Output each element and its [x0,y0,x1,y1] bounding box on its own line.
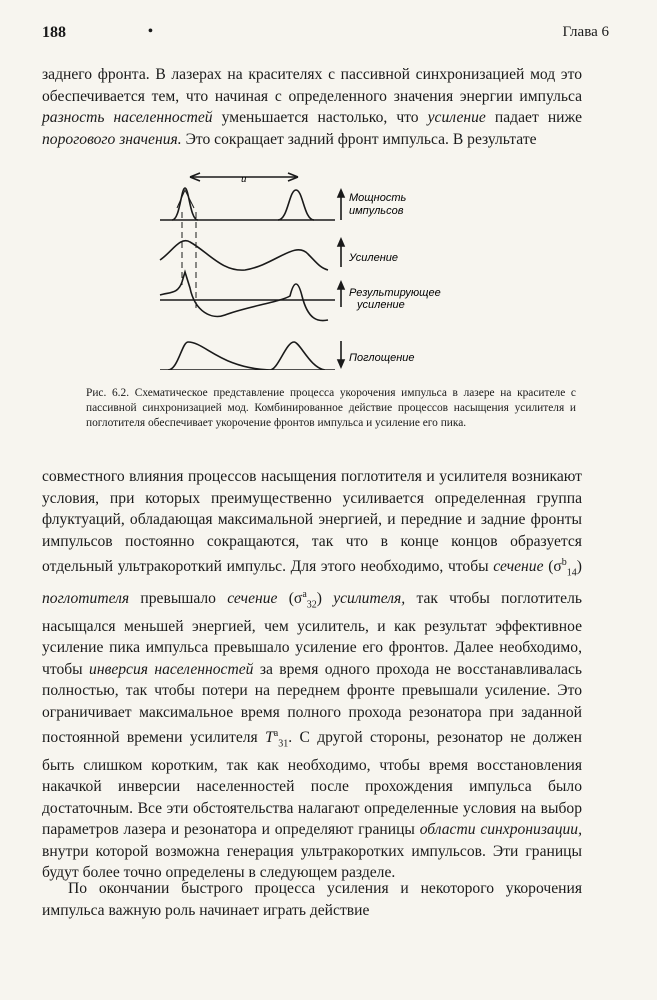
arrow-power-head [338,190,344,197]
chapter-title: Глава 6 [562,24,609,40]
label-power-2: импульсов [349,205,404,217]
arrow-absorption-head [338,360,344,367]
absorption-curve [168,342,325,370]
label-result-2: усиление [357,299,405,311]
label-power: Мощность [349,192,407,204]
figure-6-2 [150,170,590,370]
pulse-2 [278,190,314,220]
label-result: Результирующее [349,287,441,299]
page-number: 188 [42,24,66,41]
paragraph-2: совместного влияния процессов насыщения поглотителя и усилителя возникают условия, при которых преимущественно усиливается определенная группа флуктуаций, обладающая максимальной энергией, и передние и задние фронты импульсов постоянно сокращаются, так что в конце концов образуется отдельный ультракороткий импульс. Для этого необходимо, чтобы сечение $(\sigma^b_{14})$ поглотителя превышало сечение $(\sigma^a_{32})$ усилителя, так чтобы поглотитель насыщался меньшей энергией, чем усилитель, и как результат эффективное усиление пика импульса превышало усиление его фронтов. Далее необходимо, чтобы инверсия населенностей за время одного прохода не восстанавливалась полностью, так чтобы потери на переднем фронте превышали усиление. Это ограничивает максимальное время полного прохода резонатора при заданной постоянной времени усилителя $T^a_{31}$. С другой стороны, резонатор не должен быть слишком коротким, так как необходимо, чтобы время восстановления накачкой инверсии населенностей после прохождения импульса было достаточным. Все эти обстоятельства налагают определенные условия на выбор параметров лазера и резонатора и определяют границы области синхронизации, внутри которой возможна генерация ультракоротких импульсов. Эти границы будут более точно определены в следующем разделе. [42,468,582,882]
arrow-result-head [338,282,344,289]
arrow-gain-head [338,239,344,246]
figure-caption: Рис. 6.2. Схематическое представление процесса укорочения импульса в лазере на красителе с пассивной синхронизацией мод. Комбинированное действие процессов насыщения усилителя и поглотителя обеспечивает укорочение фронтов импульса и усиление его пика. [86,387,576,429]
result-curve [160,272,328,321]
u-label: u [241,173,247,185]
paragraph-3: По окончании быстрого процесса усиления и некоторого укорочения импульса важную роль начинает играть действие [42,880,582,919]
label-gain: Усиление [349,252,399,264]
label-absorption: Поглощение [349,352,415,364]
header-dot: • [148,24,153,39]
paragraph-1: заднего фронта. В лазерах на красителях с пассивной синхронизацией мод это обеспечивается тем, что начиная с определенного значения энергии импульса разность населенностей уменьшается настолько, что усиление падает ниже порогового значения. Это сокращает задний фронт импульса. В результате [42,66,582,148]
gain-curve [160,241,328,270]
pulse-1 [172,188,198,220]
